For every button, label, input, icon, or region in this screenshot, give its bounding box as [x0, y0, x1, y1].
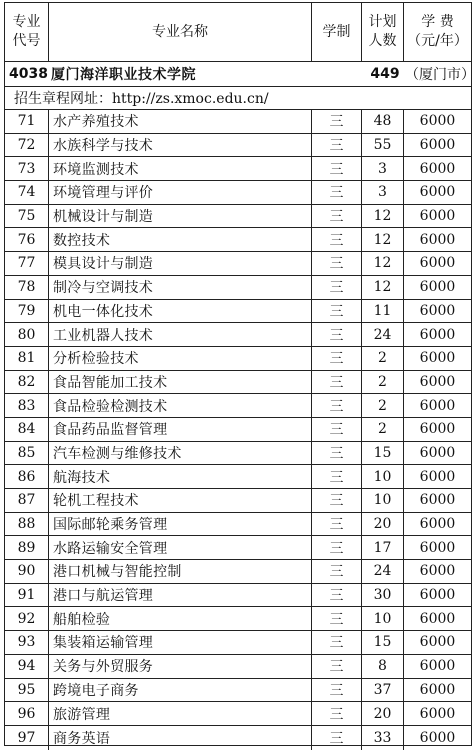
- row-code: 90: [5, 560, 49, 583]
- row-code: 73: [5, 157, 49, 180]
- row-duration: 三: [312, 157, 362, 180]
- row-quota: 55: [362, 134, 404, 157]
- school-name: 厦门海洋职业技术学院: [51, 67, 196, 83]
- row-code: 86: [5, 465, 49, 488]
- row-code: 95: [5, 679, 49, 702]
- table-row: [5, 655, 471, 679]
- row-fee: 6000: [419, 516, 456, 533]
- row-duration: 三: [312, 181, 362, 204]
- row-quota: 8: [362, 655, 404, 678]
- row-fee: 6000: [419, 160, 456, 177]
- row-fee: 6000: [419, 587, 456, 604]
- header-fee: [404, 3, 471, 61]
- row-name: 食品智能加工技术: [49, 371, 312, 394]
- row-duration: 三: [312, 371, 362, 394]
- row-code: 76: [5, 228, 49, 251]
- row-duration: 三: [312, 584, 362, 607]
- row-fee: 6000: [419, 729, 456, 746]
- row-quota: 10: [362, 465, 404, 488]
- row-code: 74: [5, 181, 49, 204]
- table-row: [5, 228, 471, 252]
- row-fee: 6000: [419, 634, 456, 651]
- row-fee: 6000: [419, 137, 456, 154]
- header-code-line2: 代号: [12, 33, 41, 49]
- table-row: [5, 607, 471, 631]
- row-name: 港口机械与智能控制: [49, 560, 312, 583]
- table-row: [5, 276, 471, 300]
- row-name: 环境监测技术: [49, 157, 312, 180]
- row-duration: 三: [312, 465, 362, 488]
- row-duration: 三: [312, 418, 362, 441]
- table-row: [5, 394, 471, 418]
- row-name: 分析检验技术: [49, 347, 312, 370]
- header-quota-line2: 人数: [368, 33, 397, 49]
- row-fee: 6000: [419, 539, 456, 556]
- row-code: 77: [5, 252, 49, 275]
- header-quota-line1: 计划: [368, 14, 397, 30]
- row-quota: 37: [362, 679, 404, 702]
- row-fee: 6000: [419, 302, 456, 319]
- table-row: [5, 489, 471, 513]
- table-row: [5, 631, 471, 655]
- row-fee: 6000: [419, 563, 456, 580]
- row-code: 87: [5, 489, 49, 512]
- table-row: [5, 418, 471, 442]
- row-code: 81: [5, 347, 49, 370]
- row-name: 轮机工程技术: [49, 489, 312, 512]
- row-code: 89: [5, 536, 49, 559]
- row-quota: 12: [362, 276, 404, 299]
- row-quota: 48: [362, 110, 404, 133]
- row-name: 水产养殖技术: [49, 110, 312, 133]
- row-duration: 三: [312, 323, 362, 346]
- row-duration: 三: [312, 631, 362, 654]
- table-row: [5, 726, 471, 750]
- row-quota: 12: [362, 228, 404, 251]
- row-name: 食品药品监督管理: [49, 418, 312, 441]
- table-row: [5, 371, 471, 395]
- row-fee: 6000: [419, 326, 456, 343]
- row-duration: 三: [312, 347, 362, 370]
- row-name: 水路运输安全管理: [49, 536, 312, 559]
- row-duration: 三: [312, 726, 362, 750]
- row-name: 机电一体化技术: [49, 300, 312, 323]
- row-fee: 6000: [419, 397, 456, 414]
- row-code: 84: [5, 418, 49, 441]
- table-row: [5, 110, 471, 134]
- row-quota: 20: [362, 702, 404, 725]
- table-row: [5, 347, 471, 371]
- row-duration: 三: [312, 489, 362, 512]
- table-row: [5, 442, 471, 466]
- admissions-table: [4, 2, 475, 747]
- row-code: 96: [5, 702, 49, 725]
- row-code: 93: [5, 631, 49, 654]
- row-name: 关务与外贸服务: [49, 655, 312, 678]
- row-name: 食品检验检测技术: [49, 394, 312, 417]
- row-duration: 三: [312, 513, 362, 536]
- row-duration: 三: [312, 134, 362, 157]
- table-row: [5, 157, 471, 181]
- row-fee: 6000: [419, 705, 456, 722]
- row-fee: 6000: [419, 255, 456, 272]
- row-duration: 三: [312, 560, 362, 583]
- row-quota: 12: [362, 252, 404, 275]
- row-fee: 6000: [419, 610, 456, 627]
- row-quota: 33: [362, 726, 404, 750]
- row-duration: 三: [312, 655, 362, 678]
- row-name: 汽车检测与维修技术: [49, 442, 312, 465]
- school-code: 4038: [9, 66, 48, 82]
- row-code: 83: [5, 394, 49, 417]
- row-duration: 三: [312, 442, 362, 465]
- row-code: 80: [5, 323, 49, 346]
- table-row: [5, 134, 471, 158]
- table-header: [5, 3, 471, 62]
- row-name: 船舶检验: [49, 607, 312, 630]
- header-fee-line2: （元/年）: [407, 33, 468, 49]
- table-row: [5, 465, 471, 489]
- row-fee: 6000: [419, 279, 456, 296]
- table-row: [5, 513, 471, 537]
- table-row: [5, 536, 471, 560]
- header-code-line1: 专业: [12, 14, 41, 30]
- row-duration: 三: [312, 252, 362, 275]
- row-name: 航海技术: [49, 465, 312, 488]
- table-row: [5, 560, 471, 584]
- row-quota: 2: [362, 347, 404, 370]
- row-quota: 10: [362, 607, 404, 630]
- row-fee: 6000: [419, 421, 456, 438]
- table-row: [5, 181, 471, 205]
- row-name: 国际邮轮乘务管理: [49, 513, 312, 536]
- row-code: 71: [5, 110, 49, 133]
- row-quota: 3: [362, 181, 404, 204]
- row-fee: 6000: [419, 184, 456, 201]
- row-duration: 三: [312, 679, 362, 702]
- row-fee: 6000: [419, 113, 456, 130]
- row-name: 工业机器人技术: [49, 323, 312, 346]
- row-name: 集装箱运输管理: [49, 631, 312, 654]
- row-quota: 30: [362, 584, 404, 607]
- row-quota: 2: [362, 394, 404, 417]
- row-duration: 三: [312, 228, 362, 251]
- row-quota: 15: [362, 631, 404, 654]
- row-quota: 24: [362, 560, 404, 583]
- row-quota: 2: [362, 418, 404, 441]
- table-row: [5, 584, 471, 608]
- row-quota: 10: [362, 489, 404, 512]
- row-fee: 6000: [419, 231, 456, 248]
- row-duration: 三: [312, 702, 362, 725]
- row-name: 制冷与空调技术: [49, 276, 312, 299]
- header-name: 专业名称: [49, 3, 312, 61]
- row-code: 78: [5, 276, 49, 299]
- header-quota: [362, 3, 404, 61]
- school-row: [5, 62, 475, 87]
- table-row: [5, 679, 471, 703]
- row-code: 79: [5, 300, 49, 323]
- row-duration: 三: [312, 394, 362, 417]
- row-quota: 20: [362, 513, 404, 536]
- row-name: 跨境电子商务: [49, 679, 312, 702]
- row-duration: 三: [312, 205, 362, 228]
- row-code: 82: [5, 371, 49, 394]
- row-fee: 6000: [419, 208, 456, 225]
- row-name: 商务英语: [49, 726, 312, 750]
- row-quota: 17: [362, 536, 404, 559]
- row-name: 模具设计与制造: [49, 252, 312, 275]
- row-fee: 6000: [419, 658, 456, 675]
- row-code: 75: [5, 205, 49, 228]
- row-name: 港口与航运管理: [49, 584, 312, 607]
- row-fee: 6000: [419, 373, 456, 390]
- school-url-row: [5, 87, 471, 110]
- row-quota: 24: [362, 323, 404, 346]
- school-quota: 449: [370, 66, 400, 82]
- header-duration: 学制: [312, 3, 362, 61]
- row-name: 数控技术: [49, 228, 312, 251]
- table-body: [5, 110, 471, 750]
- row-code: 92: [5, 607, 49, 630]
- row-name: 水族科学与技术: [49, 134, 312, 157]
- header-code: [5, 3, 49, 61]
- row-fee: 6000: [419, 681, 456, 698]
- row-code: 72: [5, 134, 49, 157]
- row-duration: 三: [312, 300, 362, 323]
- row-fee: 6000: [419, 350, 456, 367]
- school-city: （厦门市）: [405, 67, 475, 83]
- row-duration: 三: [312, 607, 362, 630]
- row-code: 97: [5, 726, 49, 750]
- row-name: 旅游管理: [49, 702, 312, 725]
- row-duration: 三: [312, 276, 362, 299]
- row-code: 94: [5, 655, 49, 678]
- table-row: [5, 323, 471, 347]
- row-quota: 11: [362, 300, 404, 323]
- row-quota: 12: [362, 205, 404, 228]
- row-name: 机械设计与制造: [49, 205, 312, 228]
- row-quota: 15: [362, 442, 404, 465]
- row-name: 环境管理与评价: [49, 181, 312, 204]
- row-fee: 6000: [419, 468, 456, 485]
- table-row: [5, 252, 471, 276]
- row-quota: 3: [362, 157, 404, 180]
- row-code: 91: [5, 584, 49, 607]
- header-fee-line1: 学 费: [421, 14, 454, 30]
- row-duration: 三: [312, 110, 362, 133]
- row-quota: 2: [362, 371, 404, 394]
- row-fee: 6000: [419, 492, 456, 509]
- row-fee: 6000: [419, 444, 456, 461]
- table-row: [5, 300, 471, 324]
- school-url: 招生章程网址：http://zs.xmoc.edu.cn/: [14, 91, 269, 107]
- row-code: 85: [5, 442, 49, 465]
- table-row: [5, 702, 471, 726]
- row-code: 88: [5, 513, 49, 536]
- row-duration: 三: [312, 536, 362, 559]
- table-row: [5, 205, 471, 229]
